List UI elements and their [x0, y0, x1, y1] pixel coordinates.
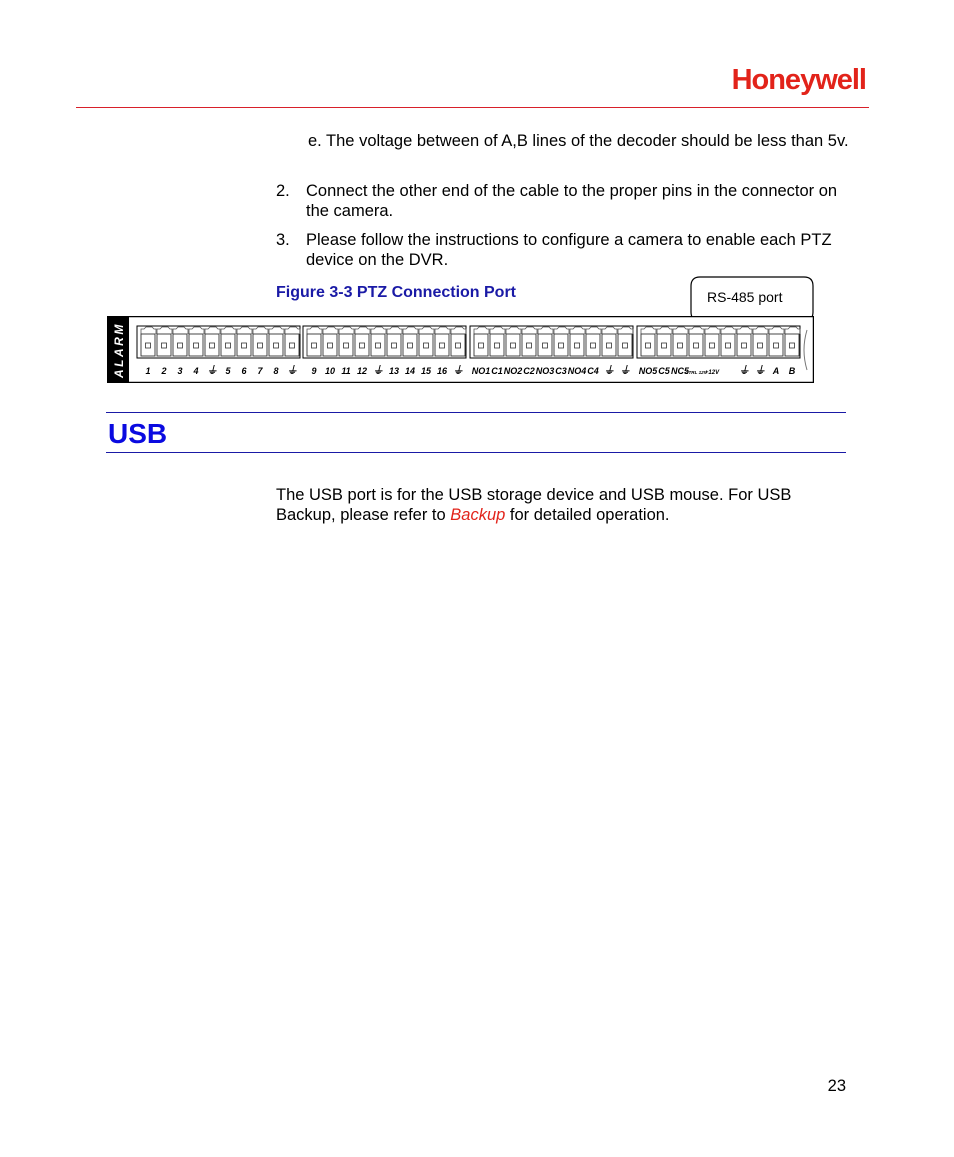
terminal-label: CTRL 12V [685, 370, 707, 375]
step-number: 3. [276, 231, 290, 249]
terminal-label: ⏚ [619, 365, 631, 377]
terminal-label: 4 [193, 366, 199, 376]
terminal-label: NO5 [638, 366, 658, 376]
header-rule [76, 107, 869, 108]
step-text: Please follow the instructions to configure a camera to enable each PTZ device on the DVR. [306, 231, 832, 269]
terminal-pin [671, 327, 690, 376]
terminal-label: NO4 [567, 366, 587, 376]
terminal-pin [568, 327, 587, 376]
step-item-3 [276, 230, 856, 270]
terminal-label: 15 [420, 366, 432, 376]
terminal-label: NO3 [535, 366, 555, 376]
terminal-label: NO1 [471, 366, 491, 376]
terminal-label: A [772, 366, 780, 376]
terminal-label: 12 [356, 366, 368, 376]
terminal-label: C1 [491, 366, 503, 376]
terminal-label: ⏚ [754, 365, 766, 377]
terminal-label: 1 [145, 366, 151, 376]
terminal-pin [639, 327, 659, 376]
terminal-label: 7 [257, 366, 263, 376]
terminal-label: 11 [341, 366, 351, 376]
usb-rule-bottom [106, 452, 846, 453]
terminal-label: ⏚ [206, 365, 218, 377]
terminal-label: B [788, 366, 796, 376]
honeywell-logo: Honeywell [731, 64, 866, 96]
alarm-label: ALARM [112, 322, 126, 378]
terminal-label: 6 [241, 366, 247, 376]
step-item-2 [276, 181, 856, 221]
terminal-label: 3 [177, 366, 183, 376]
terminal-label: NO2 [503, 366, 523, 376]
step-text: Connect the other end of the cable to the proper pins in the connector on the camera. [306, 182, 838, 220]
usb-text-before: The USB port is for the USB storage device and USB mouse. For USB Backup, please refer to [276, 486, 792, 524]
terminal-label: C5 [658, 366, 670, 376]
terminal-label: 13 [388, 366, 400, 376]
terminal-label: 10 [324, 366, 336, 376]
terminal-pin [657, 327, 672, 376]
usb-heading: USB [108, 418, 168, 449]
terminal-label: ⏚ [372, 365, 384, 377]
callout-label: RS-485 port [707, 289, 783, 305]
terminal-label: C4 [587, 366, 599, 376]
terminal-pin [472, 327, 491, 376]
ptz-connection-board [107, 316, 814, 383]
step-sub-e: e. The voltage between of A,B lines of the decoder should be less than 5v. [308, 132, 849, 150]
terminal-label: ⏚ [738, 365, 750, 377]
terminal-label: 14 [404, 366, 416, 376]
terminal-pin [536, 327, 555, 376]
figure-caption: Figure 3-3 PTZ Connection Port [276, 284, 517, 301]
backup-link[interactable]: Backup [450, 506, 506, 524]
terminal-label: ⏚ [603, 365, 615, 377]
step-number: 2. [276, 182, 290, 200]
terminal-label: C2 [523, 366, 535, 376]
terminal-label: 5 [225, 366, 231, 376]
terminal-label: ⏚ [452, 365, 464, 377]
usb-text-after: for detailed operation. [505, 506, 670, 524]
terminal-label: NC5 [670, 366, 690, 376]
usb-paragraph [276, 485, 836, 525]
usb-rule-top [106, 412, 846, 413]
terminal-label: 2 [161, 366, 167, 376]
terminal-label: ⏚ [286, 365, 298, 377]
terminal-label: +12V [704, 370, 720, 376]
terminal-group [637, 326, 800, 377]
terminal-label: 8 [273, 366, 279, 376]
page-number: 23 [827, 1077, 846, 1095]
terminal-label: 16 [436, 366, 448, 376]
terminal-group [470, 326, 633, 377]
terminal-label: 9 [311, 366, 317, 376]
terminal-label: C3 [555, 366, 567, 376]
terminal-pin [504, 327, 523, 376]
terminal-pin [586, 327, 601, 376]
